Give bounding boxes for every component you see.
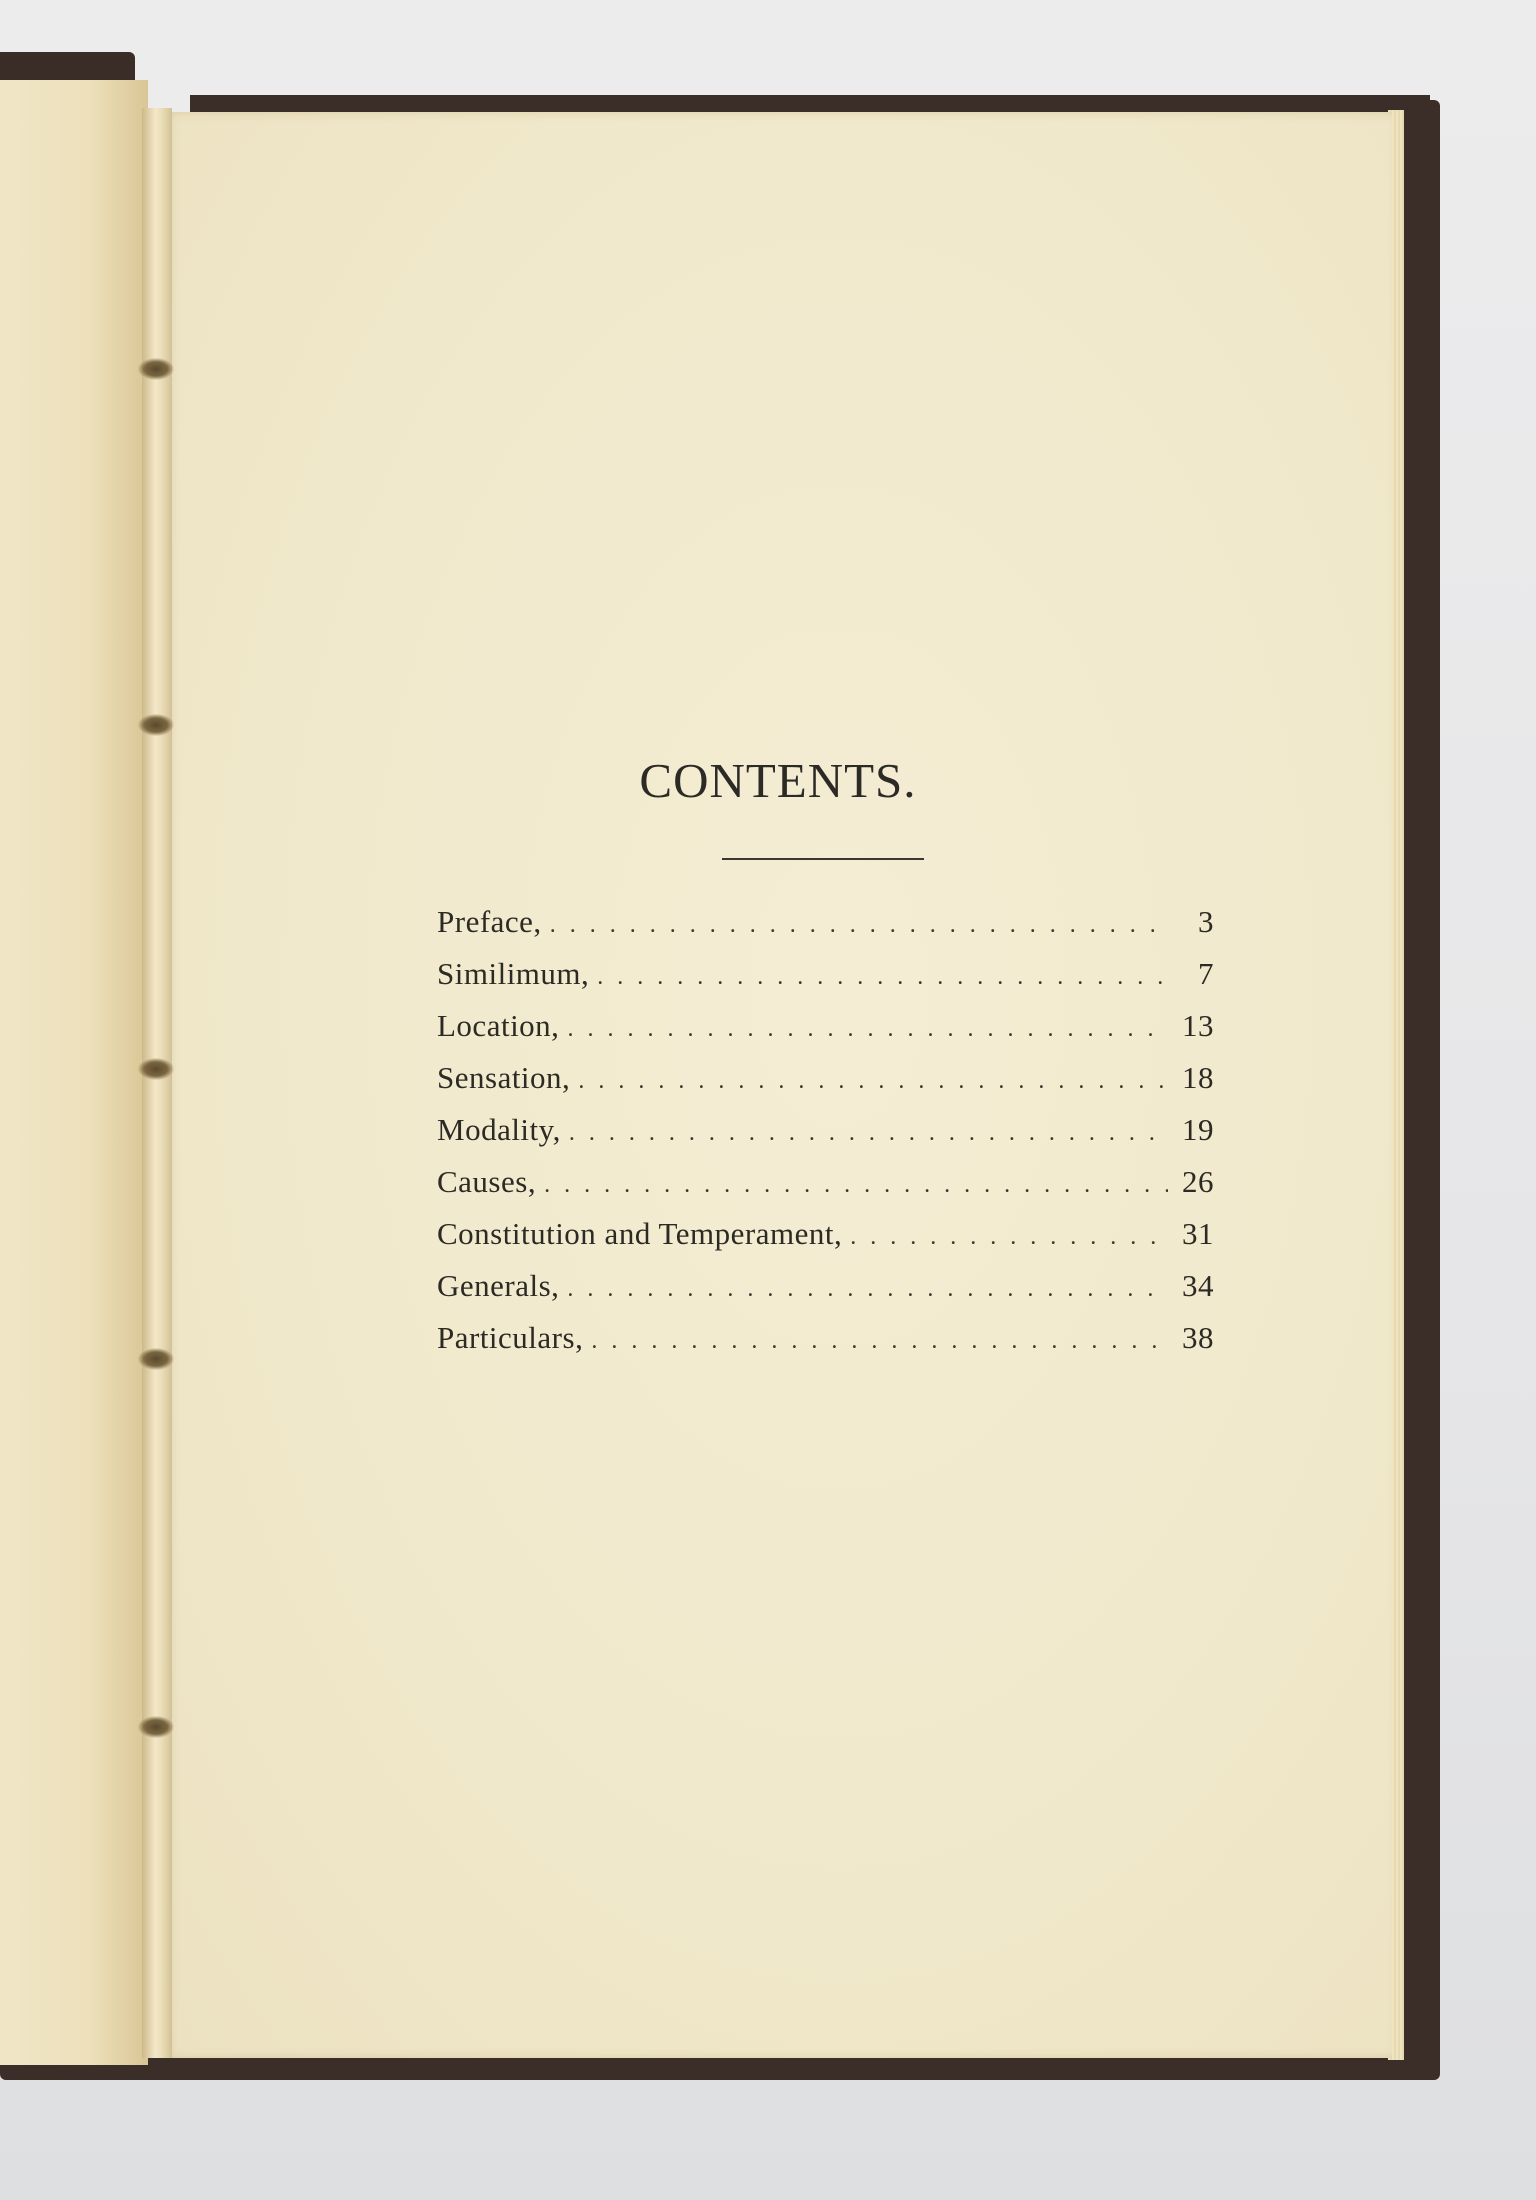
toc-entry-label: Sensation, xyxy=(437,1060,571,1095)
toc-entry-label: Modality, xyxy=(437,1112,561,1147)
table-of-contents xyxy=(437,904,1214,1372)
binding-stitch xyxy=(138,1348,174,1370)
book-gutter xyxy=(142,108,172,2058)
toc-entry-label: Location, xyxy=(437,1008,560,1043)
toc-entry-page-number: 19 xyxy=(1182,1112,1214,1147)
toc-dot-leader xyxy=(578,1068,1168,1095)
toc-entry xyxy=(437,1268,1214,1320)
binding-stitch xyxy=(138,714,174,736)
toc-dot-leader xyxy=(544,1172,1168,1199)
toc-entry xyxy=(437,1008,1214,1060)
toc-dot-leader xyxy=(569,1120,1168,1147)
toc-entry xyxy=(437,904,1214,956)
toc-dot-leader xyxy=(597,964,1168,991)
toc-entry-page-number: 13 xyxy=(1182,1008,1214,1043)
toc-entry-page-number: 26 xyxy=(1182,1164,1214,1199)
toc-entry-page-number: 18 xyxy=(1182,1060,1214,1095)
toc-entry xyxy=(437,1216,1214,1268)
left-page xyxy=(0,80,148,2065)
toc-dot-leader xyxy=(567,1276,1168,1303)
toc-entry-page-number: 31 xyxy=(1182,1216,1214,1251)
toc-entry-label: Generals, xyxy=(437,1268,560,1303)
toc-dot-leader xyxy=(550,912,1168,939)
toc-entry-page-number: 3 xyxy=(1198,904,1214,939)
binding-stitch xyxy=(138,358,174,380)
binding-stitch xyxy=(138,1716,174,1738)
toc-dot-leader xyxy=(591,1328,1168,1355)
toc-entry-label: Preface, xyxy=(437,904,542,939)
toc-entry-page-number: 38 xyxy=(1182,1320,1214,1355)
page-title: CONTENTS. xyxy=(639,753,917,808)
toc-entry-label: Particulars, xyxy=(437,1320,584,1355)
toc-dot-leader xyxy=(850,1224,1168,1251)
toc-entry xyxy=(437,1320,1214,1372)
toc-entry-label: Causes, xyxy=(437,1164,537,1199)
toc-entry xyxy=(437,1112,1214,1164)
title-rule xyxy=(722,858,924,860)
toc-entry-page-number: 7 xyxy=(1198,956,1214,991)
toc-entry xyxy=(437,1164,1214,1216)
toc-entry-label: Constitution and Temperament, xyxy=(437,1216,843,1251)
toc-entry xyxy=(437,956,1214,1008)
toc-entry-label: Similimum, xyxy=(437,956,590,991)
binding-stitch xyxy=(138,1058,174,1080)
toc-entry-page-number: 34 xyxy=(1182,1268,1214,1303)
toc-entry xyxy=(437,1060,1214,1112)
toc-dot-leader xyxy=(567,1016,1168,1043)
